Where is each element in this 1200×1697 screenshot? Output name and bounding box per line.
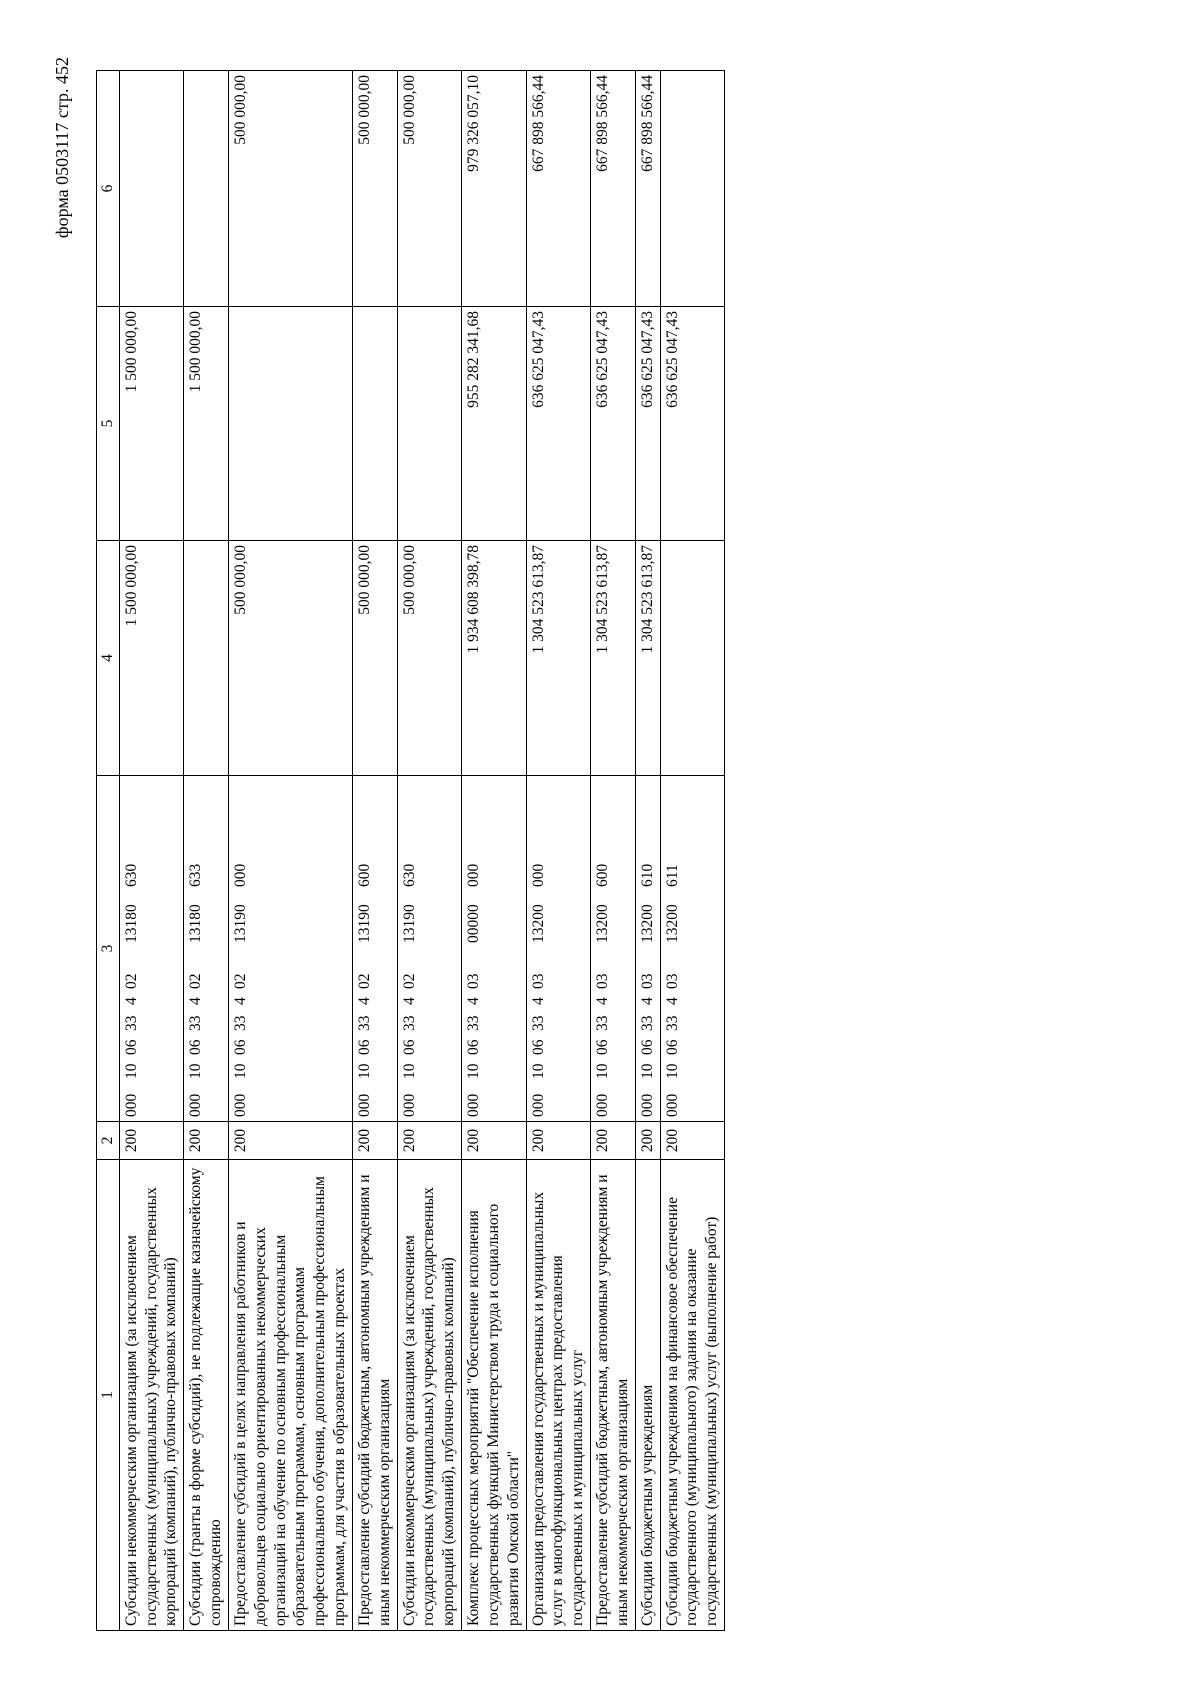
code-part: 33 bbox=[187, 1015, 205, 1031]
row-budget-code bbox=[352, 776, 397, 1122]
code-part: 33 bbox=[529, 1015, 547, 1031]
row-name: Комплекс процессных мероприятий "Обеспечение исполнения государственных функций Министерством труда и социального развития Омской области" bbox=[462, 1160, 526, 1631]
row-budget-code bbox=[119, 776, 183, 1122]
code-part: 03 bbox=[638, 973, 656, 989]
row-name: Предоставление субсидий бюджетным, автономным учреждениям и иным некоммерческим организациям bbox=[591, 1160, 636, 1631]
code-part: 06 bbox=[638, 1039, 656, 1055]
row-approved: 500 000,00 bbox=[352, 541, 397, 776]
column-header-2: 2 bbox=[97, 1122, 120, 1160]
row-budget-code bbox=[397, 776, 461, 1122]
row-name: Субсидии (гранты в форме субсидий), не подлежащие казначейскому сопровождению bbox=[184, 1160, 229, 1631]
table-row bbox=[591, 71, 636, 1631]
code-part: 06 bbox=[594, 1039, 612, 1055]
code-part: 000 bbox=[594, 1093, 612, 1117]
row-line-code: 200 bbox=[352, 1122, 397, 1160]
table-row bbox=[228, 71, 352, 1631]
code-part: 000 bbox=[465, 1093, 483, 1117]
row-executed bbox=[352, 307, 397, 541]
code-part: 33 bbox=[594, 1015, 612, 1031]
row-budget-code bbox=[635, 776, 660, 1122]
row-budget-code bbox=[660, 776, 724, 1122]
code-part: 13200 bbox=[529, 904, 547, 943]
code-part: 06 bbox=[663, 1039, 681, 1055]
row-approved: 500 000,00 bbox=[397, 541, 461, 776]
row-name: Субсидии бюджетным учреждениям bbox=[635, 1160, 660, 1631]
code-part: 06 bbox=[122, 1039, 140, 1055]
code-part: 03 bbox=[594, 973, 612, 989]
row-executed: 636 625 047,43 bbox=[526, 307, 590, 541]
row-name: Предоставление субсидий в целях направления работников и добровольцев социально ориентированных некоммерческих организаций на обучение по основным профессиональным образовательным программам, основным программам профессионального обучения, дополнительным профессиональным программам, для участия в образовательных проектах bbox=[228, 1160, 352, 1631]
code-part: 13190 bbox=[355, 904, 373, 943]
row-budget-code bbox=[184, 776, 229, 1122]
row-line-code: 200 bbox=[635, 1122, 660, 1160]
row-line-code: 200 bbox=[526, 1122, 590, 1160]
code-part: 000 bbox=[231, 863, 249, 887]
row-approved: 1 304 523 613,87 bbox=[635, 541, 660, 776]
row-name: Субсидии некоммерческим организациям (за исключением государственных (муниципальных) учреждений, государственных корпораций (компаний), публично-правовых компаний) bbox=[119, 1160, 183, 1631]
code-part: 33 bbox=[638, 1015, 656, 1031]
code-part: 03 bbox=[663, 973, 681, 989]
row-line-code: 200 bbox=[397, 1122, 461, 1160]
code-part: 000 bbox=[529, 1093, 547, 1117]
row-line-code: 200 bbox=[228, 1122, 352, 1160]
report-table bbox=[96, 70, 725, 1631]
code-part: 10 bbox=[187, 1063, 205, 1079]
code-part: 02 bbox=[187, 973, 205, 989]
code-part: 000 bbox=[231, 1093, 249, 1117]
code-part: 06 bbox=[400, 1039, 418, 1055]
code-part: 000 bbox=[638, 1093, 656, 1117]
code-part: 000 bbox=[400, 1093, 418, 1117]
code-part: 33 bbox=[355, 1015, 373, 1031]
row-executed: 1 500 000,00 bbox=[119, 307, 183, 541]
code-part: 4 bbox=[187, 997, 205, 1005]
code-part: 02 bbox=[231, 973, 249, 989]
code-part: 4 bbox=[122, 997, 140, 1005]
row-unexecuted: 500 000,00 bbox=[397, 71, 461, 307]
code-part: 000 bbox=[122, 1093, 140, 1117]
row-line-code: 200 bbox=[462, 1122, 526, 1160]
row-unexecuted: 500 000,00 bbox=[352, 71, 397, 307]
code-part: 10 bbox=[663, 1063, 681, 1079]
form-label: форма 0503117 стр. 452 bbox=[52, 57, 72, 239]
row-name: Субсидии некоммерческим организациям (за исключением государственных (муниципальных) учреждений, государственных корпораций (компаний), публично-правовых компаний) bbox=[397, 1160, 461, 1631]
table-row bbox=[352, 71, 397, 1631]
row-unexecuted bbox=[660, 71, 724, 307]
code-part: 4 bbox=[594, 997, 612, 1005]
code-part: 4 bbox=[663, 997, 681, 1005]
table-row bbox=[184, 71, 229, 1631]
code-part: 10 bbox=[400, 1063, 418, 1079]
row-unexecuted: 979 326 057,10 bbox=[462, 71, 526, 307]
row-line-code: 200 bbox=[591, 1122, 636, 1160]
row-approved: 500 000,00 bbox=[228, 541, 352, 776]
code-part: 10 bbox=[231, 1063, 249, 1079]
code-part: 600 bbox=[355, 863, 373, 887]
row-name: Субсидии бюджетным учреждениям на финансовое обеспечение государственного (муниципального) задания на оказание государственных (муниципальных) услуг (выполнение работ) bbox=[660, 1160, 724, 1631]
code-part: 13190 bbox=[231, 904, 249, 943]
row-unexecuted bbox=[119, 71, 183, 307]
code-part: 10 bbox=[465, 1063, 483, 1079]
code-part: 10 bbox=[122, 1063, 140, 1079]
code-part: 33 bbox=[400, 1015, 418, 1031]
column-header-1: 1 bbox=[97, 1160, 120, 1631]
code-part: 03 bbox=[529, 973, 547, 989]
column-header-3: 3 bbox=[97, 776, 120, 1122]
row-executed: 636 625 047,43 bbox=[660, 307, 724, 541]
column-header-4: 4 bbox=[97, 541, 120, 776]
column-header-6: 6 bbox=[97, 71, 120, 307]
code-part: 06 bbox=[187, 1039, 205, 1055]
row-unexecuted bbox=[184, 71, 229, 307]
code-part: 02 bbox=[355, 973, 373, 989]
row-unexecuted: 667 898 566,44 bbox=[591, 71, 636, 307]
code-part: 02 bbox=[122, 973, 140, 989]
code-part: 4 bbox=[529, 997, 547, 1005]
code-part: 13200 bbox=[638, 904, 656, 943]
code-part: 13200 bbox=[594, 904, 612, 943]
code-part: 4 bbox=[231, 997, 249, 1005]
code-part: 000 bbox=[355, 1093, 373, 1117]
table-row bbox=[660, 71, 724, 1631]
row-approved bbox=[660, 541, 724, 776]
row-executed bbox=[397, 307, 461, 541]
code-part: 03 bbox=[465, 973, 483, 989]
code-part: 10 bbox=[529, 1063, 547, 1079]
row-executed: 636 625 047,43 bbox=[635, 307, 660, 541]
code-part: 06 bbox=[465, 1039, 483, 1055]
code-part: 33 bbox=[465, 1015, 483, 1031]
row-executed: 955 282 341,68 bbox=[462, 307, 526, 541]
row-line-code: 200 bbox=[119, 1122, 183, 1160]
code-part: 13190 bbox=[400, 904, 418, 943]
row-unexecuted: 667 898 566,44 bbox=[635, 71, 660, 307]
code-part: 000 bbox=[465, 863, 483, 887]
code-part: 13200 bbox=[663, 904, 681, 943]
table-row bbox=[119, 71, 183, 1631]
code-part: 10 bbox=[638, 1063, 656, 1079]
row-executed: 636 625 047,43 bbox=[591, 307, 636, 541]
row-approved: 1 304 523 613,87 bbox=[591, 541, 636, 776]
code-part: 633 bbox=[187, 863, 205, 887]
table-row bbox=[462, 71, 526, 1631]
code-part: 13180 bbox=[187, 904, 205, 943]
code-part: 4 bbox=[400, 997, 418, 1005]
table-row bbox=[635, 71, 660, 1631]
code-part: 06 bbox=[355, 1039, 373, 1055]
code-part: 610 bbox=[638, 863, 656, 887]
code-part: 10 bbox=[594, 1063, 612, 1079]
row-name: Организация предоставления государственных и муниципальных услуг в многофункциональных центрах предоставления государственных и муниципальных услуг bbox=[526, 1160, 590, 1631]
code-part: 4 bbox=[355, 997, 373, 1005]
code-part: 611 bbox=[663, 864, 681, 887]
code-part: 4 bbox=[638, 997, 656, 1005]
code-part: 33 bbox=[663, 1015, 681, 1031]
code-part: 630 bbox=[400, 863, 418, 887]
code-part: 06 bbox=[529, 1039, 547, 1055]
row-executed bbox=[228, 307, 352, 541]
table-row bbox=[397, 71, 461, 1631]
header-row bbox=[97, 71, 120, 1631]
row-budget-code bbox=[462, 776, 526, 1122]
row-budget-code bbox=[526, 776, 590, 1122]
row-line-code: 200 bbox=[184, 1122, 229, 1160]
code-part: 13180 bbox=[122, 904, 140, 943]
column-header-5: 5 bbox=[97, 307, 120, 541]
code-part: 000 bbox=[529, 863, 547, 887]
row-line-code: 200 bbox=[660, 1122, 724, 1160]
row-budget-code bbox=[591, 776, 636, 1122]
code-part: 06 bbox=[231, 1039, 249, 1055]
row-budget-code bbox=[228, 776, 352, 1122]
code-part: 10 bbox=[355, 1063, 373, 1079]
code-part: 630 bbox=[122, 863, 140, 887]
row-approved: 1 500 000,00 bbox=[119, 541, 183, 776]
row-approved bbox=[184, 541, 229, 776]
code-part: 02 bbox=[400, 973, 418, 989]
row-unexecuted: 500 000,00 bbox=[228, 71, 352, 307]
table-row bbox=[526, 71, 590, 1631]
code-part: 000 bbox=[663, 1093, 681, 1117]
row-unexecuted: 667 898 566,44 bbox=[526, 71, 590, 307]
code-part: 33 bbox=[122, 1015, 140, 1031]
code-part: 33 bbox=[231, 1015, 249, 1031]
code-part: 600 bbox=[594, 863, 612, 887]
row-executed: 1 500 000,00 bbox=[184, 307, 229, 541]
code-part: 4 bbox=[465, 997, 483, 1005]
row-approved: 1 304 523 613,87 bbox=[526, 541, 590, 776]
code-part: 000 bbox=[187, 1093, 205, 1117]
code-part: 00000 bbox=[465, 904, 483, 943]
row-name: Предоставление субсидий бюджетным, автономным учреждениям и иным некоммерческим организациям bbox=[352, 1160, 397, 1631]
row-approved: 1 934 608 398,78 bbox=[462, 541, 526, 776]
